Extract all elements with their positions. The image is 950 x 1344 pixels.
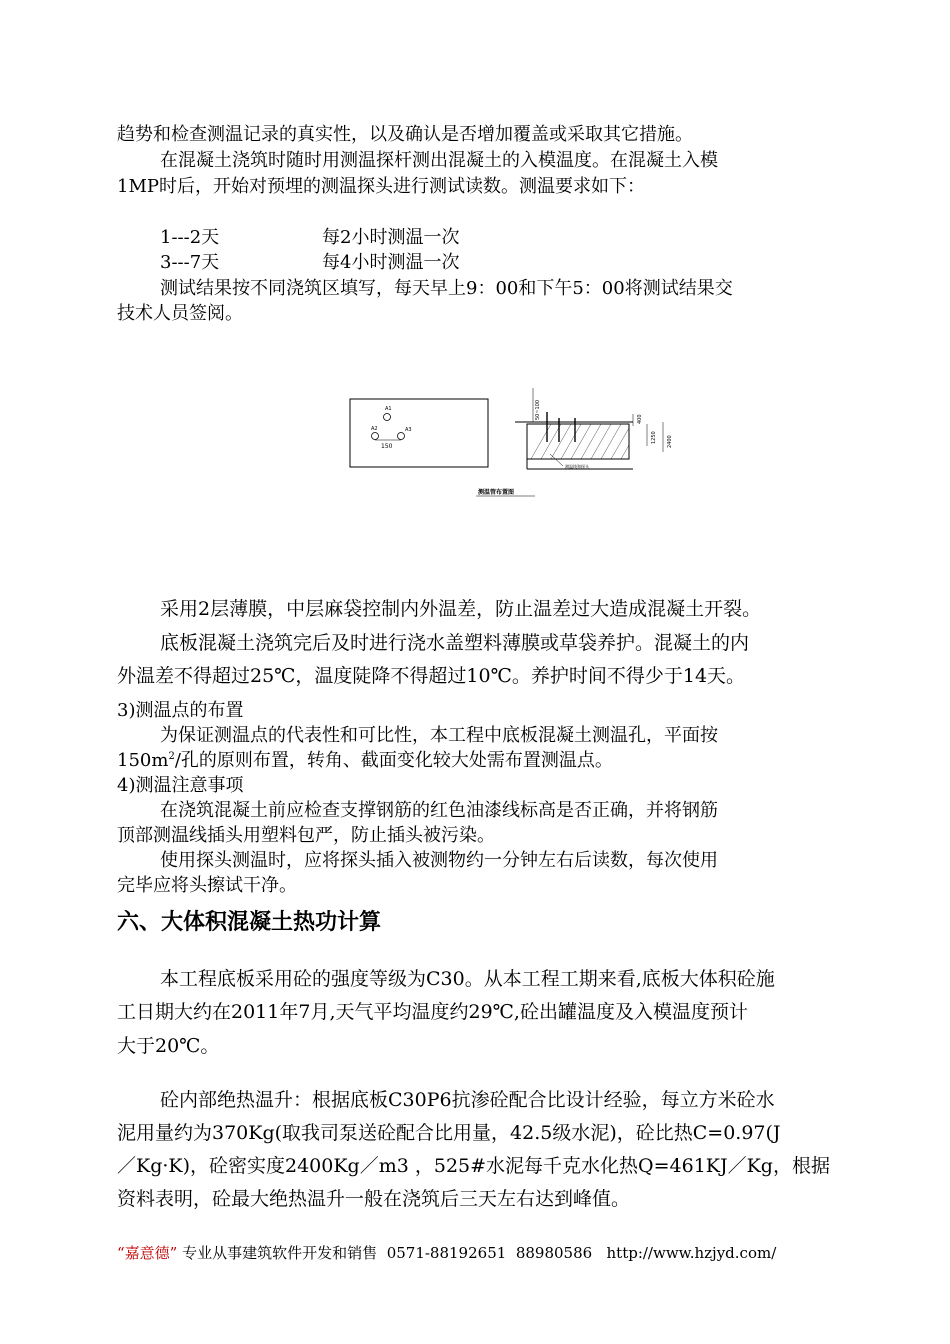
footer-phone: 0571-88192651 <box>386 1244 507 1262</box>
para-line: 1MP时后，开始对预埋的测温探头进行测试读数。测温要求如下： <box>117 176 645 197</box>
footer-brand: “嘉意德” <box>117 1244 178 1262</box>
plan-dimension: 150 <box>381 443 393 450</box>
section-title: 4)测温注意事项 <box>117 775 244 796</box>
plan-label: A2 <box>371 426 378 432</box>
sensor-point-icon <box>384 414 391 421</box>
para-line: $150m^2/$孔的原则布置，转角、截面变化较大处需布置测温点。 <box>117 750 613 771</box>
plan-label: A3 <box>405 427 412 433</box>
sensor-point-icon <box>372 433 379 440</box>
section-title: 3)测温点的布置 <box>117 700 244 721</box>
para-line: 顶部测温线插头用塑料包严，防止插头被污染。 <box>117 825 495 846</box>
para-line: 底板混凝土浇筑完后及时进行浇水盖塑料薄膜或草袋养护。混凝土的内 <box>160 632 750 654</box>
schedule-frequency: 每2小时测温一次 <box>322 227 460 248</box>
para-line: 技术人员签阅。 <box>117 303 243 324</box>
schedule-days: 1---2天 <box>160 227 220 248</box>
para-line: 外温差不得超过25℃，温度陡降不得超过10℃。养护时间不得少于14天。 <box>117 665 746 687</box>
section-dimension: 50~100 <box>535 399 541 420</box>
footer-tagline: 专业从事建筑软件开发和销售 <box>182 1244 378 1262</box>
page-footer <box>117 1243 776 1263</box>
para-line: ／Kg·K)，砼密实度2400Kg／m3 ，525#水泥每千克水化热Q=461KJ／Kg，根据 <box>117 1155 830 1177</box>
sensor-layout-figure <box>345 384 695 499</box>
figure-caption: 测温管布置图 <box>478 489 515 496</box>
para-line: 工日期大约在2011年7月,天气平均温度约29℃,砼出罐温度及入模温度预计 <box>117 1001 748 1023</box>
schedule-days: 3---7天 <box>160 252 220 273</box>
para-line: 砼内部绝热温升：根据底板C30P6抗渗砼配合比设计经验，每立方米砼水 <box>160 1089 775 1111</box>
para-line: 测试结果按不同浇筑区填写，每天早上9：00和下午5：00将测试结果交 <box>160 278 733 299</box>
sensor-point-icon <box>398 433 405 440</box>
para-line: 泥用量约为370Kg(取我司泵送砼配合比用量，42.5级水泥)，砼比热C=0.97(J <box>117 1122 781 1144</box>
para-line: 大于20℃。 <box>117 1035 220 1057</box>
para-line: 本工程底板采用砼的强度等级为C30。从本工程工期来看,底板大体积砼施 <box>160 968 775 990</box>
para-line: 在浇筑混凝土前应检查支撑钢筋的红色油漆线标高是否正确，并将钢筋 <box>160 800 718 821</box>
para-line: 完毕应将头擦试干净。 <box>117 875 297 896</box>
para-line: 趋势和检查测温记录的真实性，以及确认是否增加覆盖或采取其它措施。 <box>117 124 693 145</box>
plan-outline <box>350 399 488 467</box>
section-dimension: 400 <box>637 414 643 424</box>
schedule-frequency: 每4小时测温一次 <box>322 252 460 273</box>
footer-phone: 88980586 <box>515 1244 593 1262</box>
para-line: 为保证测温点的代表性和可比性，本工程中底板混凝土测温孔，平面按 <box>160 725 718 746</box>
para-line: 使用探头测温时，应将探头插入被测物约一分钟左右后读数，每次使用 <box>160 850 718 871</box>
para-line: 在混凝土浇筑时随时用测温探杆测出混凝土的入模温度。在混凝土入模 <box>160 150 718 171</box>
footer-url[interactable]: http://www.hzjyd.com/ <box>606 1244 777 1262</box>
para-line: 资料表明，砼最大绝热温升一般在浇筑后三天左右达到峰值。 <box>117 1188 631 1210</box>
section-dimension: 1250 <box>651 431 657 444</box>
section-note: 测温线和探头 <box>565 464 589 469</box>
section-dimension: 2400 <box>667 435 673 448</box>
chapter-heading: 六、大体积混凝土热功计算 <box>117 910 382 935</box>
plan-label: A1 <box>385 406 392 412</box>
para-line: 采用2层薄膜，中层麻袋控制内外温差，防止温差过大造成混凝土开裂。 <box>160 598 762 620</box>
